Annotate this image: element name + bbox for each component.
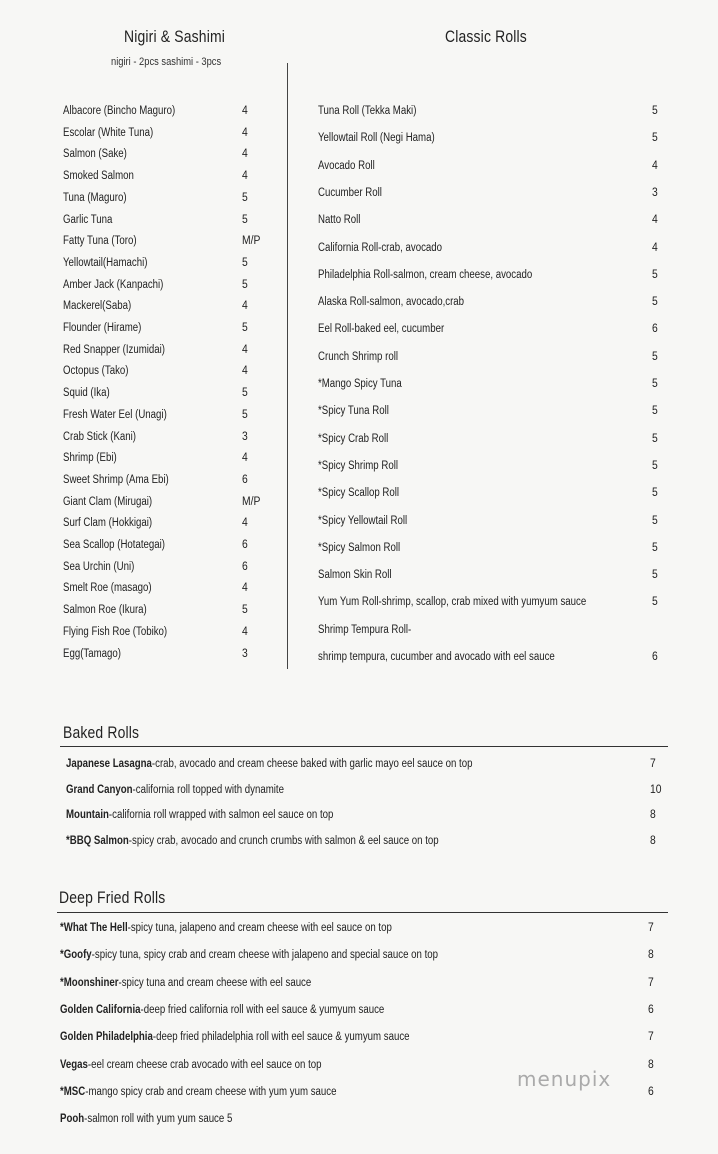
- item-name: Mackerel(Saba): [63, 300, 132, 313]
- menu-item: [63, 214, 262, 234]
- item-price: 5: [242, 191, 248, 204]
- item-name: Garlic Tuna: [63, 213, 113, 226]
- menu-item: [63, 127, 262, 147]
- item-price: 5: [242, 256, 248, 269]
- item-price: 6: [652, 651, 658, 663]
- item-price: 8: [650, 834, 656, 847]
- item-name: *Spicy Yellowtail Roll: [318, 514, 408, 527]
- menu-item: [63, 105, 262, 125]
- item-name: Yum Yum Roll-shrimp, scallop, crab mixed with yumyum sauce: [318, 596, 587, 609]
- item-name: *MSC: [60, 1085, 86, 1098]
- menu-item: [63, 300, 262, 320]
- item-name: Amber Jack (Kanpachi): [63, 278, 164, 291]
- item-price: 6: [242, 473, 248, 486]
- item-price: 6: [242, 560, 248, 573]
- item-price: M/P: [242, 495, 261, 508]
- item-name: Flying Fish Roe (Tobiko): [63, 625, 168, 638]
- item-price: 4: [242, 625, 248, 638]
- item-name: *What The Hell: [60, 922, 128, 934]
- item-price: 5: [652, 268, 658, 281]
- item-price: 4: [242, 517, 248, 530]
- item-price: 4: [242, 105, 248, 117]
- menu-item: [63, 604, 262, 624]
- item-description: [60, 1113, 232, 1125]
- item-price: 5: [652, 132, 658, 145]
- item-detail: -deep fried california roll with eel sauce & yumyum sauce: [140, 1003, 385, 1016]
- menu-item: [318, 515, 672, 535]
- item-name: Japanese Lasagna: [66, 758, 152, 770]
- menu-item: [63, 431, 262, 451]
- menu-item: [63, 626, 262, 646]
- item-price: 4: [242, 300, 248, 313]
- item-name: Egg(Tamago): [63, 647, 121, 660]
- item-name: Fatty Tuna (Toro): [63, 235, 137, 248]
- item-detail: -spicy tuna, spicy crab and cream cheese with jalapeno and special sauce on top: [91, 949, 439, 962]
- item-price: 5: [652, 459, 658, 472]
- item-detail: -crab, avocado and cream cheese baked with garlic mayo eel sauce on top: [151, 758, 473, 770]
- item-price: 5: [242, 213, 248, 226]
- item-detail: -california roll topped with dynamite: [132, 783, 284, 796]
- item-price: 5: [652, 432, 658, 445]
- item-name: Salmon (Sake): [63, 148, 127, 161]
- menu-item: [66, 809, 670, 829]
- nigiri-subtitle: nigiri - 2pcs sashimi - 3pcs: [111, 56, 222, 68]
- item-price: 8: [648, 949, 654, 962]
- item-price: 5: [652, 514, 658, 527]
- item-price: 7: [650, 758, 656, 770]
- item-name: Sea Scallop (Hotategai): [63, 539, 166, 551]
- fried-rule: [57, 912, 668, 913]
- menu-item: [318, 296, 672, 316]
- menu-item: [60, 1004, 668, 1024]
- item-description: [60, 1004, 384, 1016]
- item-name: Golden Philadelphia: [60, 1031, 153, 1044]
- menu-item: [318, 242, 672, 262]
- item-name: *Spicy Salmon Roll: [318, 541, 401, 554]
- menu-item: [318, 160, 672, 180]
- item-name: Yellowtail Roll (Negi Hama): [318, 132, 435, 145]
- fried-title: Deep Fried Rolls: [59, 888, 166, 907]
- item-description: [60, 977, 311, 989]
- item-price: 6: [652, 323, 658, 336]
- item-price: 4: [242, 148, 248, 161]
- item-price: 4: [242, 170, 248, 183]
- menu-item: [63, 148, 262, 168]
- item-description: [66, 758, 472, 770]
- item-name: Crab Stick (Kani): [63, 430, 137, 443]
- menu-item: [60, 922, 668, 942]
- menu-item: [63, 387, 262, 407]
- menu-item: [318, 323, 672, 343]
- menu-item: [60, 1031, 668, 1051]
- item-name: Smoked Salmon: [63, 170, 134, 183]
- item-name: Red Snapper (Izumidai): [63, 343, 166, 356]
- menu-item: [66, 758, 670, 778]
- item-price: 10: [650, 783, 662, 796]
- item-description: [60, 922, 392, 934]
- item-name: Avocado Roll: [318, 159, 375, 172]
- item-name: Mountain: [66, 809, 109, 821]
- item-name: Escolar (White Tuna): [63, 126, 154, 139]
- menu-item: [318, 596, 672, 616]
- menu-item: [63, 170, 262, 190]
- menu-item: [66, 784, 670, 804]
- item-price: 4: [242, 452, 248, 465]
- item-price: 5: [652, 596, 658, 609]
- item-name: California Roll-crab, avocado: [318, 241, 443, 254]
- item-price: 8: [648, 1058, 654, 1071]
- item-price: 5: [242, 604, 248, 617]
- item-name: Salmon Roe (Ikura): [63, 604, 147, 617]
- item-name: Tuna Roll (Tekka Maki): [318, 105, 417, 117]
- item-description: [60, 1031, 410, 1043]
- menu-item: [318, 433, 672, 453]
- item-price: 5: [652, 296, 658, 309]
- item-description: [66, 809, 333, 821]
- item-price: 5: [652, 569, 658, 582]
- item-name: Giant Clam (Mirugai): [63, 495, 153, 508]
- item-price: 7: [648, 976, 654, 989]
- item-price: 6: [648, 1085, 654, 1098]
- item-name: Albacore (Bincho Maguro): [63, 105, 176, 117]
- item-price: 5: [652, 350, 658, 363]
- item-price: 5: [242, 322, 248, 334]
- item-price: 5: [652, 405, 658, 418]
- item-price: 4: [652, 241, 658, 254]
- item-description: [60, 1086, 337, 1098]
- item-price: 5: [242, 408, 248, 421]
- menu-item: [63, 496, 262, 516]
- item-name: *Goofy: [60, 949, 92, 962]
- baked-title: Baked Rolls: [63, 723, 140, 742]
- menu-item: [63, 648, 262, 668]
- item-description: [60, 1059, 322, 1071]
- item-name: *BBQ Salmon: [66, 834, 129, 847]
- menu-item: [63, 257, 262, 277]
- item-detail: -deep fried philadelphia roll with eel sauce & yumyum sauce: [152, 1031, 410, 1044]
- menu-item: [66, 835, 670, 855]
- item-name: Smelt Roe (masago): [63, 582, 152, 595]
- item-description: [60, 949, 438, 961]
- menu-item: [63, 561, 262, 581]
- menu-item: [63, 409, 262, 429]
- item-detail: -spicy tuna and cream cheese with eel sauce: [118, 976, 312, 989]
- classic-title: Classic Rolls: [445, 27, 527, 46]
- menu-item: [60, 1113, 668, 1133]
- item-price: 6: [648, 1003, 654, 1016]
- item-name: Vegas: [60, 1058, 88, 1071]
- item-detail: -california roll wrapped with salmon eel sauce on top: [108, 809, 334, 821]
- menu-item: [63, 235, 262, 255]
- item-name: *Spicy Crab Roll: [318, 432, 389, 445]
- column-divider: [287, 63, 288, 669]
- item-price: M/P: [242, 235, 261, 248]
- item-price: 4: [242, 582, 248, 595]
- item-price: 4: [652, 159, 658, 172]
- item-name: Sweet Shrimp (Ama Ebi): [63, 473, 169, 486]
- baked-rule: [60, 746, 668, 747]
- menu-item: [63, 582, 262, 602]
- menu-item: [318, 351, 672, 371]
- menu-item: [63, 539, 262, 559]
- item-name: Yellowtail(Hamachi): [63, 256, 148, 269]
- item-name: Golden California: [60, 1003, 141, 1016]
- item-name: Salmon Skin Roll: [318, 569, 392, 582]
- item-price: 3: [242, 647, 248, 660]
- menu-item: [63, 192, 262, 212]
- item-name: Sea Urchin (Uni): [63, 560, 135, 573]
- menu-item: [63, 365, 262, 385]
- menu-item: [318, 132, 672, 152]
- menu-item: [318, 569, 672, 589]
- item-price: 5: [242, 387, 248, 400]
- item-name: *Spicy Scallop Roll: [318, 487, 400, 500]
- item-price: 3: [242, 430, 248, 443]
- menu-item: [318, 487, 672, 507]
- menu-item: [318, 542, 672, 562]
- menu-item: [318, 105, 672, 125]
- item-name: Eel Roll-baked eel, cucumber: [318, 323, 445, 336]
- item-name: Shrimp Tempura Roll-: [318, 623, 412, 636]
- item-price: 5: [652, 541, 658, 554]
- menu-item: [318, 187, 672, 207]
- item-name: *Spicy Shrimp Roll: [318, 459, 398, 472]
- item-name: Grand Canyon: [66, 783, 133, 796]
- menu-item: [60, 977, 668, 997]
- item-price: 3: [652, 186, 658, 199]
- menu-item: [63, 452, 262, 472]
- item-name: Squid (Ika): [63, 387, 110, 400]
- item-name: Fresh Water Eel (Unagi): [63, 408, 167, 421]
- menu-item: [60, 949, 668, 969]
- item-description: [66, 784, 284, 796]
- item-name: Philadelphia Roll-salmon, cream cheese, avocado: [318, 268, 533, 281]
- item-detail: -spicy tuna, jalapeno and cream cheese with eel sauce on top: [127, 922, 392, 934]
- menu-item: [63, 344, 262, 364]
- item-price: 4: [652, 214, 658, 227]
- menu-item: [318, 378, 672, 398]
- item-name: Alaska Roll-salmon, avocado,crab: [318, 296, 465, 309]
- item-name: *Moonshiner: [60, 976, 119, 989]
- menu-item: [63, 517, 262, 537]
- item-name: Pooh: [60, 1113, 85, 1126]
- menu-item: [63, 474, 262, 494]
- item-detail: -eel cream cheese crab avocado with eel sauce on top: [87, 1058, 322, 1071]
- item-price: 7: [648, 1031, 654, 1044]
- watermark-text: menupix: [517, 1067, 612, 1091]
- item-price: 8: [650, 809, 656, 821]
- item-detail: -salmon roll with yum yum sauce 5: [84, 1113, 233, 1126]
- item-price: 4: [242, 126, 248, 139]
- item-detail: -spicy crab, avocado and crunch crumbs with salmon & eel sauce on top: [128, 834, 439, 847]
- menu-item: [318, 651, 672, 671]
- item-price: 4: [242, 365, 248, 378]
- item-price: 5: [652, 105, 658, 117]
- menu-item: [63, 279, 262, 299]
- item-name: Cucumber Roll: [318, 186, 382, 199]
- item-price: 5: [652, 487, 658, 500]
- item-price: 5: [242, 278, 248, 291]
- nigiri-title: Nigiri & Sashimi: [124, 27, 226, 46]
- item-name: Shrimp (Ebi): [63, 452, 117, 465]
- item-name: Tuna (Maguro): [63, 191, 127, 204]
- item-price: 5: [652, 378, 658, 390]
- item-name: Natto Roll: [318, 214, 361, 227]
- menu-item: [318, 405, 672, 425]
- item-price: 4: [242, 343, 248, 356]
- item-name: Crunch Shrimp roll: [318, 350, 398, 363]
- item-detail: -mango spicy crab and cream cheese with yum yum sauce: [85, 1085, 337, 1098]
- menu-item: [63, 322, 262, 342]
- item-name: Surf Clam (Hokkigai): [63, 517, 153, 530]
- item-name: Flounder (Hirame): [63, 322, 142, 334]
- item-name: *Spicy Tuna Roll: [318, 405, 389, 418]
- menu-item: [318, 214, 672, 234]
- item-name: Octopus (Tako): [63, 365, 129, 378]
- item-price: 6: [242, 539, 248, 551]
- menu-item: [318, 269, 672, 289]
- item-name: *Mango Spicy Tuna: [318, 378, 402, 390]
- item-description: [66, 835, 439, 847]
- menu-item: [318, 460, 672, 480]
- item-price: 7: [648, 922, 654, 934]
- item-name: shrimp tempura, cucumber and avocado with eel sauce: [318, 651, 555, 663]
- menu-item: [318, 624, 672, 644]
